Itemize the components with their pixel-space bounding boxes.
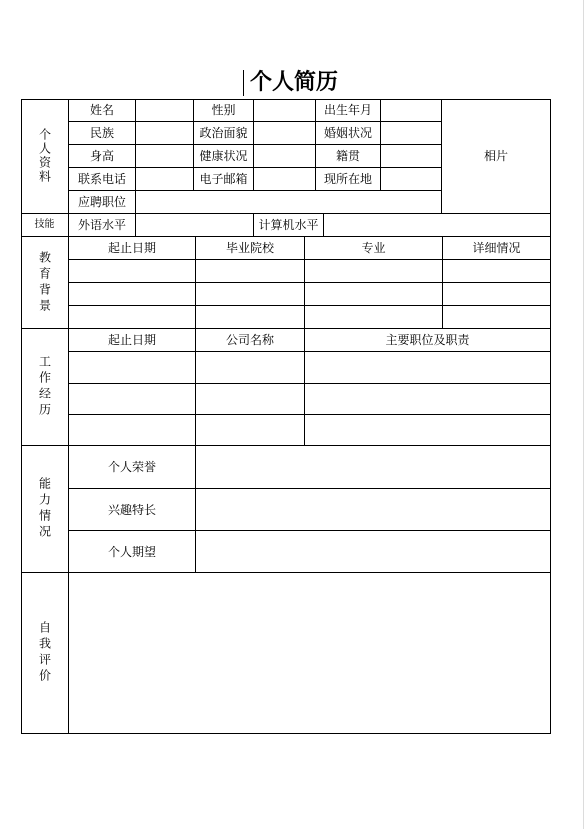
edu-cell[interactable] (443, 283, 551, 306)
field-honors[interactable] (196, 446, 551, 489)
edu-header-school: 毕业院校 (196, 237, 305, 260)
work-header-date: 起止日期 (69, 329, 196, 352)
section-ability-label (21, 446, 69, 573)
label-native: 籍贯 (316, 145, 381, 168)
section-personal-label (21, 99, 69, 214)
section-work-text: 工作经历 (37, 355, 52, 419)
work-header-duties: 主要职位及职责 (305, 329, 551, 352)
text-cursor (243, 70, 244, 96)
edu-cell[interactable] (443, 306, 551, 329)
label-position: 应聘职位 (69, 191, 136, 214)
work-header-company: 公司名称 (196, 329, 305, 352)
label-height: 身高 (69, 145, 136, 168)
section-ability-text: 能力情况 (37, 477, 52, 541)
edu-cell[interactable] (443, 260, 551, 283)
work-cell[interactable] (69, 384, 196, 415)
page-title: 个人简历 (249, 69, 338, 95)
label-honors: 个人荣誉 (69, 446, 196, 489)
label-health: 健康状况 (194, 145, 254, 168)
field-hobbies[interactable] (196, 489, 551, 531)
label-hobbies: 兴趣特长 (69, 489, 196, 531)
field-name[interactable] (136, 99, 194, 122)
label-phone: 联系电话 (69, 168, 136, 191)
edu-cell[interactable] (69, 260, 196, 283)
edu-header-date: 起止日期 (69, 237, 196, 260)
page-edge (583, 0, 584, 829)
edu-cell[interactable] (196, 306, 305, 329)
field-health[interactable] (254, 145, 316, 168)
label-politics: 政治面貌 (194, 122, 254, 145)
edu-cell[interactable] (305, 283, 443, 306)
work-cell[interactable] (69, 352, 196, 384)
section-self-eval-text: 自我评价 (37, 621, 52, 685)
field-expectation[interactable] (196, 531, 551, 573)
label-residence: 现所在地 (316, 168, 381, 191)
field-phone[interactable] (136, 168, 194, 191)
work-cell[interactable] (305, 384, 551, 415)
label-birth: 出生年月 (316, 99, 381, 122)
work-cell[interactable] (196, 384, 305, 415)
field-politics[interactable] (254, 122, 316, 145)
field-native[interactable] (381, 145, 442, 168)
label-ethnicity: 民族 (69, 122, 136, 145)
photo-box[interactable]: 相片 (442, 99, 551, 214)
edu-cell[interactable] (69, 283, 196, 306)
field-gender[interactable] (254, 99, 316, 122)
label-gender: 性别 (194, 99, 254, 122)
field-self-eval[interactable] (69, 573, 551, 734)
field-language[interactable] (136, 214, 254, 237)
label-computer: 计算机水平 (254, 214, 324, 237)
section-skills-label: 技能 (21, 214, 69, 237)
section-work-label (21, 329, 69, 446)
field-height[interactable] (136, 145, 194, 168)
edu-cell[interactable] (196, 283, 305, 306)
field-marital[interactable] (381, 122, 442, 145)
edu-cell[interactable] (69, 306, 196, 329)
work-cell[interactable] (196, 415, 305, 446)
work-cell[interactable] (69, 415, 196, 446)
section-self-eval-label (21, 573, 69, 734)
section-education-label (21, 237, 69, 329)
field-residence[interactable] (381, 168, 442, 191)
edu-cell[interactable] (305, 306, 443, 329)
work-cell[interactable] (305, 352, 551, 384)
section-education-text: 教育背景 (37, 250, 52, 315)
label-marital: 婚姻状况 (316, 122, 381, 145)
field-position[interactable] (136, 191, 442, 214)
label-name: 姓名 (69, 99, 136, 122)
label-expectation: 个人期望 (69, 531, 196, 573)
label-email: 电子邮箱 (194, 168, 254, 191)
field-computer[interactable] (324, 214, 551, 237)
section-personal-text: 个人资料 (37, 128, 52, 184)
work-cell[interactable] (305, 415, 551, 446)
edu-cell[interactable] (305, 260, 443, 283)
field-birth[interactable] (381, 99, 442, 122)
field-ethnicity[interactable] (136, 122, 194, 145)
work-cell[interactable] (196, 352, 305, 384)
edu-header-details: 详细情况 (443, 237, 551, 260)
edu-cell[interactable] (196, 260, 305, 283)
label-language: 外语水平 (69, 214, 136, 237)
edu-header-major: 专业 (305, 237, 443, 260)
field-email[interactable] (254, 168, 316, 191)
